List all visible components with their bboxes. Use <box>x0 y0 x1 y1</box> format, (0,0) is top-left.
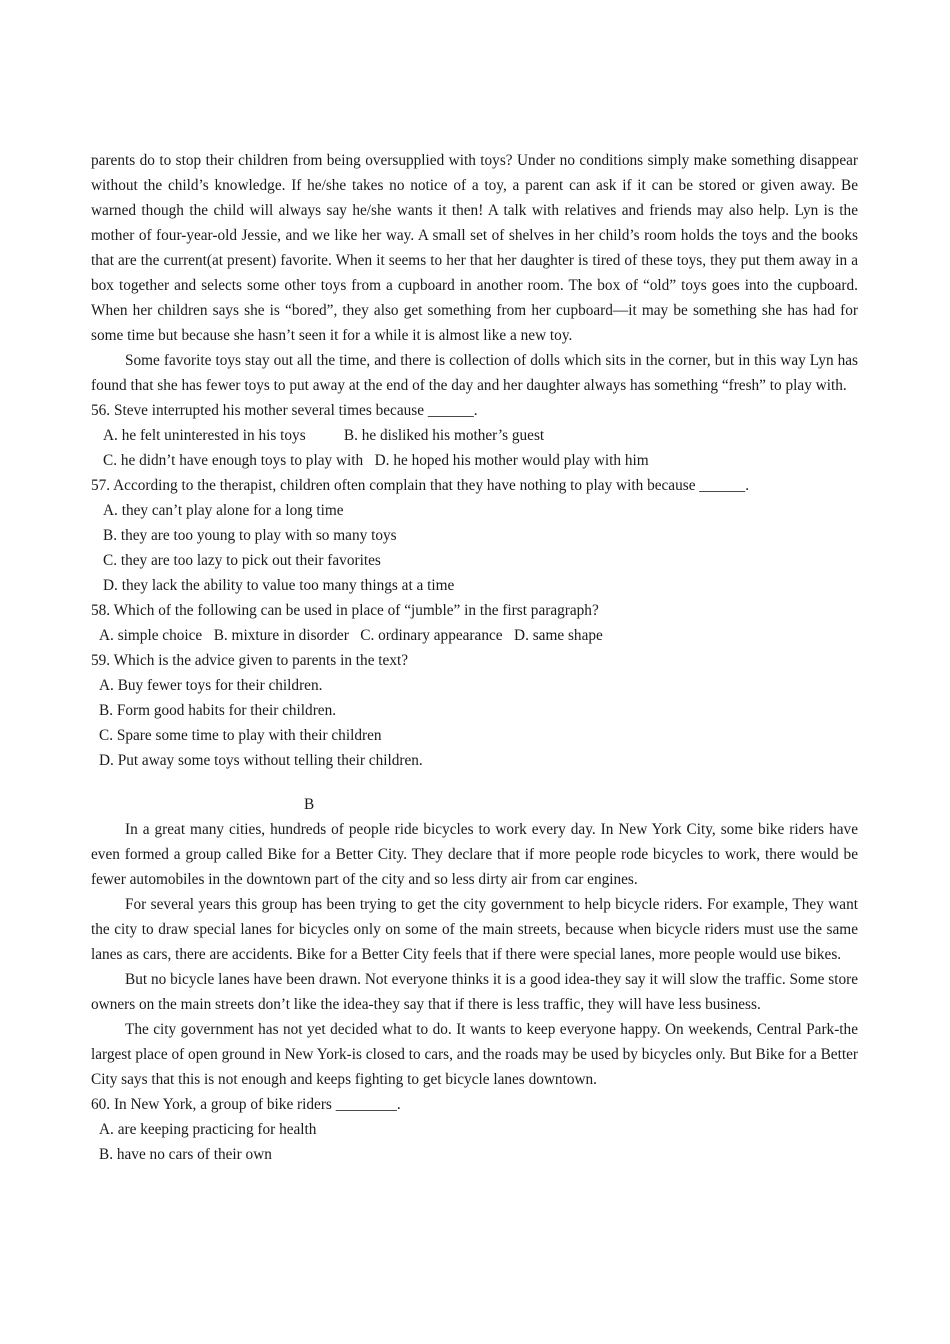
question-56 <box>91 398 858 473</box>
question-59 <box>91 648 858 773</box>
question-57 <box>91 473 858 598</box>
question-58 <box>91 598 858 648</box>
question-59-option-c: C. Spare some time to play with their children <box>99 727 382 744</box>
question-57-option-b: B. they are too young to play with so many toys <box>103 527 397 544</box>
passage-b-paragraph-2: For several years this group has been trying to get the city government to help bicycle riders. For example, They want the city to draw special lanes for bicycles only on some of the main streets, because when bicycle riders must use the same lanes as cars, there are accidents. Bike for a Better City feels that if there were special lanes, more people would use bikes. <box>91 896 858 963</box>
question-60 <box>91 1092 858 1167</box>
passage-b-paragraph-1: In a great many cities, hundreds of people ride bicycles to work every day. In New York City, some bike riders have even formed a group called Bike for a Better City. They declare that if more people rode bicycles to work, there would be fewer automobiles in the downtown part of the city and so less dirty air from car engines. <box>91 821 858 888</box>
question-60-stem: 60. In New York, a group of bike riders ________. <box>91 1096 401 1113</box>
question-57-option-a: A. they can’t play alone for a long time <box>103 502 344 519</box>
question-56-options-row-1: A. he felt uninterested in his toys B. he disliked his mother’s guest <box>103 427 545 444</box>
section-b-heading: B <box>304 796 315 813</box>
question-57-stem: 57. According to the therapist, children often complain that they have nothing to play with because ______. <box>91 477 750 494</box>
passage-b-paragraph-3: But no bicycle lanes have been drawn. Not everyone thinks it is a good idea-they say it will slow the traffic. Some store owners on the main streets don’t like the idea-they say that if there is less traffic, they will have less business. <box>91 971 858 1013</box>
question-60-option-a: A. are keeping practicing for health <box>99 1121 317 1138</box>
question-59-option-a: A. Buy fewer toys for their children. <box>99 677 323 694</box>
section-spacer <box>91 773 858 792</box>
question-59-stem: 59. Which is the advice given to parents in the text? <box>91 652 409 669</box>
question-60-option-b: B. have no cars of their own <box>99 1146 272 1163</box>
passage-a-paragraph-2: Some favorite toys stay out all the time, and there is collection of dolls which sits in the corner, but in this way Lyn has found that she has fewer toys to put away at the end of the day and her daughter always has something “fresh” to play with. <box>91 352 858 394</box>
question-58-options-row: A. simple choice B. mixture in disorder C. ordinary appearance D. same shape <box>99 627 603 644</box>
question-59-option-d: D. Put away some toys without telling their children. <box>99 752 423 769</box>
question-56-stem: 56. Steve interrupted his mother several times because ______. <box>91 402 478 419</box>
passage-a-paragraph-1: parents do to stop their children from being oversupplied with toys? Under no conditions simply make something disappear without the child’s knowledge. If he/she takes no notice of a toy, a parent can ask if it can be stored or given away. Be warned though the child will always say he/she wants it then! A talk with relatives and friends may also help. Lyn is the mother of four-year-old Jessie, and we like her way. A small set of shelves in her child’s room holds the toys and the books that are the current(at present) favorite. When it seems to her that her daughter is tired of these toys, they put them away in a box together and selects some other toys from a cupboard in another room. The box of “old” toys goes into the cupboard. When her children says she is “bored”, they also get something from her cupboard—it may be something she has had for some time but because she hasn’t seen it for a while it is almost like a new toy. <box>91 152 858 344</box>
exam-page <box>91 148 858 1167</box>
question-56-options-row-2: C. he didn’t have enough toys to play with D. he hoped his mother would play with him <box>103 452 649 469</box>
question-57-option-c: C. they are too lazy to pick out their favorites <box>103 552 381 569</box>
passage-b-paragraph-4: The city government has not yet decided what to do. It wants to keep everyone happy. On weekends, Central Park-the largest place of open ground in New York-is closed to cars, and the roads may be used by bicycles only. But Bike for a Better City says that this is not enough and keeps fighting to get bicycle lanes downtown. <box>91 1021 858 1088</box>
question-57-option-d: D. they lack the ability to value too many things at a time <box>103 577 455 594</box>
question-58-stem: 58. Which of the following can be used in place of “jumble” in the first paragraph? <box>91 602 599 619</box>
question-59-option-b: B. Form good habits for their children. <box>99 702 337 719</box>
